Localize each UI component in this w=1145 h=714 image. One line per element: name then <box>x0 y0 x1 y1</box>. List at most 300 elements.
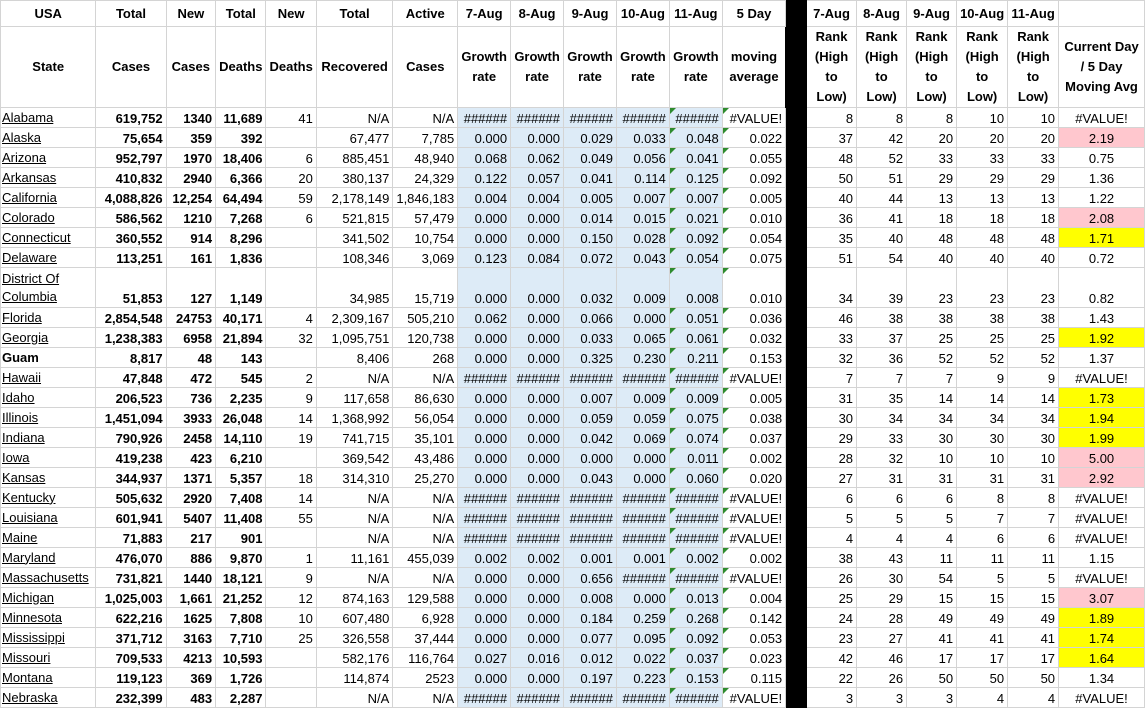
data-cell[interactable]: 14 <box>1008 388 1059 408</box>
data-cell[interactable]: 731,821 <box>96 568 166 588</box>
data-cell[interactable]: 790,926 <box>96 428 166 448</box>
data-cell[interactable]: 143 <box>216 348 266 368</box>
data-cell[interactable]: 40,171 <box>216 308 266 328</box>
state-link[interactable]: Arkansas <box>2 169 57 185</box>
data-cell[interactable]: 31 <box>1008 468 1059 488</box>
state-link[interactable]: Delaware <box>2 249 57 265</box>
data-cell[interactable]: 4 <box>857 528 907 548</box>
data-cell[interactable]: 1,149 <box>216 268 266 308</box>
header-sub-cell[interactable]: Growth rate <box>669 27 722 108</box>
data-cell[interactable]: 0.049 <box>564 148 617 168</box>
data-cell[interactable]: 369 <box>166 668 216 688</box>
data-cell[interactable]: 15 <box>1008 588 1059 608</box>
data-cell[interactable]: 0.000 <box>511 128 564 148</box>
state-name-cell[interactable] <box>1 108 96 128</box>
header-top-cell[interactable]: Total <box>96 1 166 27</box>
data-cell[interactable]: 14 <box>957 388 1008 408</box>
state-link[interactable]: Alabama <box>2 109 54 125</box>
data-cell[interactable]: 0.008 <box>669 268 722 308</box>
state-name-cell[interactable] <box>1 308 96 328</box>
data-cell[interactable]: 0.004 <box>511 188 564 208</box>
state-link[interactable]: Montana <box>2 669 53 685</box>
data-cell[interactable]: 0.065 <box>616 328 669 348</box>
data-cell[interactable]: 0.032 <box>722 328 785 348</box>
data-cell[interactable]: 0.000 <box>458 408 511 428</box>
data-cell[interactable]: 0.72 <box>1059 248 1145 268</box>
data-cell[interactable]: 0.000 <box>616 308 669 328</box>
data-cell[interactable]: ###### <box>564 528 617 548</box>
data-cell[interactable]: 10 <box>1008 108 1059 128</box>
data-cell[interactable]: 601,941 <box>96 508 166 528</box>
data-cell[interactable]: 20 <box>266 168 316 188</box>
state-name-cell[interactable] <box>1 448 96 468</box>
data-cell[interactable]: 0.011 <box>669 448 722 468</box>
data-cell[interactable]: 49 <box>1008 608 1059 628</box>
header-sub-cell[interactable]: Rank (High to Low) <box>957 27 1008 108</box>
data-cell[interactable]: 0.000 <box>458 208 511 228</box>
data-cell[interactable]: 586,562 <box>96 208 166 228</box>
data-cell[interactable]: 46 <box>807 308 857 328</box>
data-cell[interactable]: 41 <box>957 628 1008 648</box>
data-cell[interactable]: 0.000 <box>511 228 564 248</box>
data-cell[interactable]: 42 <box>857 128 907 148</box>
data-cell[interactable]: 0.057 <box>511 168 564 188</box>
data-cell[interactable]: 0.000 <box>511 448 564 468</box>
data-cell[interactable]: 6,210 <box>216 448 266 468</box>
data-cell[interactable]: 1,368,992 <box>316 408 393 428</box>
data-cell[interactable]: 114,874 <box>316 668 393 688</box>
data-cell[interactable]: 28 <box>807 448 857 468</box>
data-cell[interactable]: 0.230 <box>616 348 669 368</box>
state-name-cell[interactable] <box>1 248 96 268</box>
header-sub-cell[interactable]: Rank (High to Low) <box>807 27 857 108</box>
data-cell[interactable]: 0.009 <box>669 388 722 408</box>
data-cell[interactable]: 0.008 <box>564 588 617 608</box>
data-cell[interactable]: 33 <box>907 148 957 168</box>
data-cell[interactable]: 392 <box>216 128 266 148</box>
data-cell[interactable]: 1,836 <box>216 248 266 268</box>
data-cell[interactable]: 1,095,751 <box>316 328 393 348</box>
data-cell[interactable]: ###### <box>616 368 669 388</box>
data-cell[interactable]: 0.007 <box>616 188 669 208</box>
data-cell[interactable]: 0.115 <box>722 668 785 688</box>
data-cell[interactable]: 0.021 <box>669 208 722 228</box>
data-cell[interactable]: ###### <box>458 688 511 708</box>
state-name-cell[interactable] <box>1 488 96 508</box>
data-cell[interactable]: 36 <box>857 348 907 368</box>
data-cell[interactable]: 18,406 <box>216 148 266 168</box>
state-name-cell[interactable] <box>1 648 96 668</box>
data-cell[interactable]: 1,238,383 <box>96 328 166 348</box>
data-cell[interactable]: 0.000 <box>458 588 511 608</box>
data-cell[interactable]: 314,310 <box>316 468 393 488</box>
header-sub-cell[interactable]: Growth rate <box>616 27 669 108</box>
data-cell[interactable]: 25 <box>907 328 957 348</box>
data-cell[interactable]: 34,985 <box>316 268 393 308</box>
data-cell[interactable]: N/A <box>393 368 458 388</box>
data-cell[interactable]: ###### <box>511 688 564 708</box>
data-cell[interactable]: #VALUE! <box>722 568 785 588</box>
state-name-cell[interactable] <box>1 228 96 248</box>
data-cell[interactable]: 1,661 <box>166 588 216 608</box>
data-cell[interactable]: N/A <box>316 368 393 388</box>
data-cell[interactable]: 34 <box>1008 408 1059 428</box>
data-cell[interactable]: 26,048 <box>216 408 266 428</box>
state-link[interactable]: Hawaii <box>2 369 42 385</box>
data-cell[interactable]: 17 <box>1008 648 1059 668</box>
data-cell[interactable]: 57,479 <box>393 208 458 228</box>
data-cell[interactable]: N/A <box>393 108 458 128</box>
state-link[interactable]: California <box>2 189 57 205</box>
data-cell[interactable]: 17 <box>957 648 1008 668</box>
data-cell[interactable]: 0.029 <box>564 128 617 148</box>
header-top-cell[interactable]: Total <box>316 1 393 27</box>
data-cell[interactable]: 0.259 <box>616 608 669 628</box>
header-top-cell[interactable]: 8-Aug <box>857 1 907 27</box>
data-cell[interactable]: 2,309,167 <box>316 308 393 328</box>
data-cell[interactable] <box>266 128 316 148</box>
data-cell[interactable]: 3 <box>857 688 907 708</box>
data-cell[interactable]: 67,477 <box>316 128 393 148</box>
data-cell[interactable]: 521,815 <box>316 208 393 228</box>
data-cell[interactable]: 1.89 <box>1059 608 1145 628</box>
data-cell[interactable]: 52 <box>957 348 1008 368</box>
header-sub-cell[interactable]: Current Day / 5 Day Moving Avg <box>1059 27 1145 108</box>
data-cell[interactable]: ###### <box>458 368 511 388</box>
data-cell[interactable]: N/A <box>316 108 393 128</box>
data-cell[interactable]: 120,738 <box>393 328 458 348</box>
data-cell[interactable]: 4 <box>957 688 1008 708</box>
data-cell[interactable]: 24 <box>807 608 857 628</box>
data-cell[interactable]: 27 <box>857 628 907 648</box>
data-cell[interactable]: 51 <box>807 248 857 268</box>
data-cell[interactable]: 41 <box>907 628 957 648</box>
state-link[interactable]: Indiana <box>2 429 45 445</box>
data-cell[interactable]: 885,451 <box>316 148 393 168</box>
data-cell[interactable]: 10 <box>1008 448 1059 468</box>
data-cell[interactable]: 27 <box>807 468 857 488</box>
data-cell[interactable]: 40 <box>857 228 907 248</box>
data-cell[interactable]: 10 <box>266 608 316 628</box>
data-cell[interactable]: 23 <box>907 268 957 308</box>
data-cell[interactable]: 1.15 <box>1059 548 1145 568</box>
data-cell[interactable]: 32 <box>266 328 316 348</box>
data-cell[interactable]: 7 <box>957 508 1008 528</box>
state-link[interactable]: Guam <box>2 349 39 365</box>
data-cell[interactable] <box>266 248 316 268</box>
data-cell[interactable]: 11,408 <box>216 508 266 528</box>
data-cell[interactable]: 709,533 <box>96 648 166 668</box>
data-cell[interactable]: 10,754 <box>393 228 458 248</box>
data-cell[interactable]: 3,069 <box>393 248 458 268</box>
data-cell[interactable]: N/A <box>316 688 393 708</box>
data-cell[interactable]: 380,137 <box>316 168 393 188</box>
data-cell[interactable]: 15,719 <box>393 268 458 308</box>
data-cell[interactable]: 21,252 <box>216 588 266 608</box>
data-cell[interactable]: 6 <box>857 488 907 508</box>
data-cell[interactable]: 31 <box>857 468 907 488</box>
state-name-cell[interactable] <box>1 528 96 548</box>
data-cell[interactable] <box>266 668 316 688</box>
header-top-cell[interactable]: 10-Aug <box>957 1 1008 27</box>
data-cell[interactable]: #VALUE! <box>1059 368 1145 388</box>
data-cell[interactable]: 127 <box>166 268 216 308</box>
data-cell[interactable]: 47,848 <box>96 368 166 388</box>
data-cell[interactable]: 6 <box>957 528 1008 548</box>
data-cell[interactable]: 1.43 <box>1059 308 1145 328</box>
state-name-cell[interactable] <box>1 408 96 428</box>
header-sub-cell[interactable]: Growth rate <box>511 27 564 108</box>
data-cell[interactable]: 1.94 <box>1059 408 1145 428</box>
state-link[interactable]: Kansas <box>2 469 46 485</box>
data-cell[interactable]: 18 <box>1008 208 1059 228</box>
data-cell[interactable]: 0.000 <box>511 308 564 328</box>
data-cell[interactable]: 0.043 <box>616 248 669 268</box>
data-cell[interactable]: 49 <box>907 608 957 628</box>
data-cell[interactable]: 6 <box>266 208 316 228</box>
data-cell[interactable]: N/A <box>316 508 393 528</box>
data-cell[interactable]: N/A <box>316 488 393 508</box>
data-cell[interactable]: 2.19 <box>1059 128 1145 148</box>
data-cell[interactable]: 2.08 <box>1059 208 1145 228</box>
data-cell[interactable]: 29 <box>857 588 907 608</box>
data-cell[interactable]: 0.002 <box>722 448 785 468</box>
data-cell[interactable]: 30 <box>957 428 1008 448</box>
data-cell[interactable]: 35 <box>857 388 907 408</box>
data-cell[interactable]: 1.71 <box>1059 228 1145 248</box>
data-cell[interactable]: 0.000 <box>511 608 564 628</box>
data-cell[interactable]: 0.037 <box>722 428 785 448</box>
header-top-cell[interactable]: 7-Aug <box>458 1 511 27</box>
data-cell[interactable]: 3933 <box>166 408 216 428</box>
data-cell[interactable]: 0.042 <box>564 428 617 448</box>
data-cell[interactable]: 0.123 <box>458 248 511 268</box>
data-cell[interactable]: 14 <box>266 488 316 508</box>
state-name-cell[interactable] <box>1 368 96 388</box>
data-cell[interactable]: 0.153 <box>722 348 785 368</box>
data-cell[interactable]: 11 <box>907 548 957 568</box>
data-cell[interactable]: 64,494 <box>216 188 266 208</box>
data-cell[interactable]: ###### <box>669 568 722 588</box>
data-cell[interactable]: 18 <box>907 208 957 228</box>
data-cell[interactable]: 9 <box>266 568 316 588</box>
data-cell[interactable]: 18,121 <box>216 568 266 588</box>
data-cell[interactable]: ###### <box>616 508 669 528</box>
data-cell[interactable]: 40 <box>907 248 957 268</box>
data-cell[interactable]: ###### <box>564 488 617 508</box>
data-cell[interactable]: 9,870 <box>216 548 266 568</box>
data-cell[interactable]: 51 <box>857 168 907 188</box>
state-link[interactable]: Minnesota <box>2 609 62 625</box>
data-cell[interactable]: 30 <box>807 408 857 428</box>
data-cell[interactable]: #VALUE! <box>722 368 785 388</box>
data-cell[interactable]: 44 <box>857 188 907 208</box>
data-cell[interactable]: 0.002 <box>458 548 511 568</box>
data-cell[interactable]: 0.000 <box>458 668 511 688</box>
data-cell[interactable]: ###### <box>458 528 511 548</box>
data-cell[interactable]: 423 <box>166 448 216 468</box>
data-cell[interactable]: 10,593 <box>216 648 266 668</box>
data-cell[interactable]: 161 <box>166 248 216 268</box>
data-cell[interactable]: 29 <box>807 428 857 448</box>
data-cell[interactable]: 7,408 <box>216 488 266 508</box>
data-cell[interactable]: 0.000 <box>511 348 564 368</box>
data-cell[interactable]: 34 <box>957 408 1008 428</box>
data-cell[interactable]: 75,654 <box>96 128 166 148</box>
data-cell[interactable]: 13 <box>1008 188 1059 208</box>
data-cell[interactable]: 24753 <box>166 308 216 328</box>
data-cell[interactable]: 5,357 <box>216 468 266 488</box>
data-cell[interactable]: 48 <box>807 148 857 168</box>
data-cell[interactable]: 10 <box>957 108 1008 128</box>
data-cell[interactable]: 0.002 <box>511 548 564 568</box>
data-cell[interactable]: 0.000 <box>511 468 564 488</box>
data-cell[interactable]: 619,752 <box>96 108 166 128</box>
data-cell[interactable]: 359 <box>166 128 216 148</box>
data-cell[interactable]: 26 <box>857 668 907 688</box>
data-cell[interactable]: 20 <box>957 128 1008 148</box>
data-cell[interactable]: ###### <box>564 508 617 528</box>
data-cell[interactable]: 25 <box>957 328 1008 348</box>
data-cell[interactable]: 1,451,094 <box>96 408 166 428</box>
state-name-cell[interactable] <box>1 348 96 368</box>
data-cell[interactable]: 2458 <box>166 428 216 448</box>
data-cell[interactable]: 0.184 <box>564 608 617 628</box>
data-cell[interactable]: 0.114 <box>616 168 669 188</box>
data-cell[interactable]: 8 <box>857 108 907 128</box>
data-cell[interactable]: 0.000 <box>458 448 511 468</box>
data-cell[interactable]: 0.007 <box>669 188 722 208</box>
data-cell[interactable]: 0.005 <box>722 188 785 208</box>
data-cell[interactable]: ###### <box>458 488 511 508</box>
data-cell[interactable]: 371,712 <box>96 628 166 648</box>
data-cell[interactable]: 38 <box>857 308 907 328</box>
data-cell[interactable]: 4 <box>1008 688 1059 708</box>
data-cell[interactable]: 217 <box>166 528 216 548</box>
data-cell[interactable]: 0.013 <box>669 588 722 608</box>
data-cell[interactable]: 0.041 <box>669 148 722 168</box>
data-cell[interactable]: 1,726 <box>216 668 266 688</box>
data-cell[interactable]: 0.060 <box>669 468 722 488</box>
data-cell[interactable]: 6,928 <box>393 608 458 628</box>
data-cell[interactable]: 50 <box>957 668 1008 688</box>
data-cell[interactable]: 0.074 <box>669 428 722 448</box>
data-cell[interactable]: 0.075 <box>669 408 722 428</box>
data-cell[interactable]: 1.92 <box>1059 328 1145 348</box>
data-cell[interactable]: 0.000 <box>511 628 564 648</box>
data-cell[interactable]: 0.000 <box>458 468 511 488</box>
state-name-cell[interactable] <box>1 268 96 308</box>
data-cell[interactable]: 0.092 <box>722 168 785 188</box>
data-cell[interactable]: ###### <box>511 368 564 388</box>
data-cell[interactable]: 52 <box>1008 348 1059 368</box>
data-cell[interactable]: 116,764 <box>393 648 458 668</box>
data-cell[interactable]: 0.000 <box>458 608 511 628</box>
data-cell[interactable]: 50 <box>807 168 857 188</box>
data-cell[interactable]: 1.34 <box>1059 668 1145 688</box>
data-cell[interactable]: #VALUE! <box>1059 568 1145 588</box>
data-cell[interactable]: 0.005 <box>564 188 617 208</box>
data-cell[interactable]: 48,940 <box>393 148 458 168</box>
data-cell[interactable]: 419,238 <box>96 448 166 468</box>
data-cell[interactable]: N/A <box>393 508 458 528</box>
data-cell[interactable]: 0.150 <box>564 228 617 248</box>
data-cell[interactable]: ###### <box>511 508 564 528</box>
data-cell[interactable]: 117,658 <box>316 388 393 408</box>
data-cell[interactable]: N/A <box>393 528 458 548</box>
header-top-cell[interactable]: 5 Day <box>722 1 785 27</box>
data-cell[interactable]: 0.000 <box>458 428 511 448</box>
data-cell[interactable] <box>266 528 316 548</box>
data-cell[interactable]: 0.000 <box>616 588 669 608</box>
data-cell[interactable]: 0.033 <box>616 128 669 148</box>
state-name-cell[interactable] <box>1 208 96 228</box>
data-cell[interactable]: 48 <box>907 228 957 248</box>
data-cell[interactable]: 30 <box>907 428 957 448</box>
data-cell[interactable]: 29 <box>957 168 1008 188</box>
data-cell[interactable]: 29 <box>907 168 957 188</box>
data-cell[interactable]: #VALUE! <box>1059 488 1145 508</box>
data-cell[interactable]: 6,366 <box>216 168 266 188</box>
data-cell[interactable] <box>266 348 316 368</box>
data-cell[interactable]: 0.000 <box>511 568 564 588</box>
data-cell[interactable]: ###### <box>564 368 617 388</box>
data-cell[interactable]: 0.075 <box>722 248 785 268</box>
data-cell[interactable]: 50 <box>1008 668 1059 688</box>
data-cell[interactable]: 7 <box>857 368 907 388</box>
data-cell[interactable]: 0.000 <box>458 568 511 588</box>
data-cell[interactable]: 0.054 <box>669 248 722 268</box>
state-name-cell[interactable] <box>1 688 96 708</box>
state-link[interactable]: District Of Columbia <box>2 270 60 304</box>
state-name-cell[interactable] <box>1 628 96 648</box>
data-cell[interactable]: 2 <box>266 368 316 388</box>
header-top-cell[interactable]: New <box>266 1 316 27</box>
data-cell[interactable]: 7 <box>907 368 957 388</box>
data-cell[interactable]: 71,883 <box>96 528 166 548</box>
data-cell[interactable]: 21,894 <box>216 328 266 348</box>
data-cell[interactable]: 108,346 <box>316 248 393 268</box>
data-cell[interactable]: 33 <box>857 428 907 448</box>
data-cell[interactable]: 25,270 <box>393 468 458 488</box>
data-cell[interactable]: 15 <box>957 588 1008 608</box>
header-sub-cell[interactable]: Deaths <box>266 27 316 108</box>
data-cell[interactable]: 5 <box>907 508 957 528</box>
header-top-cell[interactable]: New <box>166 1 216 27</box>
data-cell[interactable]: 8 <box>807 108 857 128</box>
state-link[interactable]: Maine <box>2 529 38 545</box>
state-link[interactable]: Mississippi <box>2 629 65 645</box>
data-cell[interactable]: 0.125 <box>669 168 722 188</box>
data-cell[interactable]: 6 <box>1008 528 1059 548</box>
header-top-cell[interactable]: 8-Aug <box>511 1 564 27</box>
data-cell[interactable] <box>266 228 316 248</box>
data-cell[interactable]: 0.051 <box>669 308 722 328</box>
data-cell[interactable]: #VALUE! <box>722 528 785 548</box>
data-cell[interactable]: 0.002 <box>669 548 722 568</box>
data-cell[interactable]: 1.73 <box>1059 388 1145 408</box>
data-cell[interactable]: 1440 <box>166 568 216 588</box>
data-cell[interactable]: 0.223 <box>616 668 669 688</box>
data-cell[interactable]: 369,542 <box>316 448 393 468</box>
state-name-cell[interactable] <box>1 668 96 688</box>
data-cell[interactable]: ###### <box>564 688 617 708</box>
state-link[interactable]: Massachusetts <box>2 569 89 585</box>
data-cell[interactable]: 1210 <box>166 208 216 228</box>
data-cell[interactable]: 15 <box>907 588 957 608</box>
data-cell[interactable]: 59 <box>266 188 316 208</box>
data-cell[interactable]: ###### <box>511 488 564 508</box>
